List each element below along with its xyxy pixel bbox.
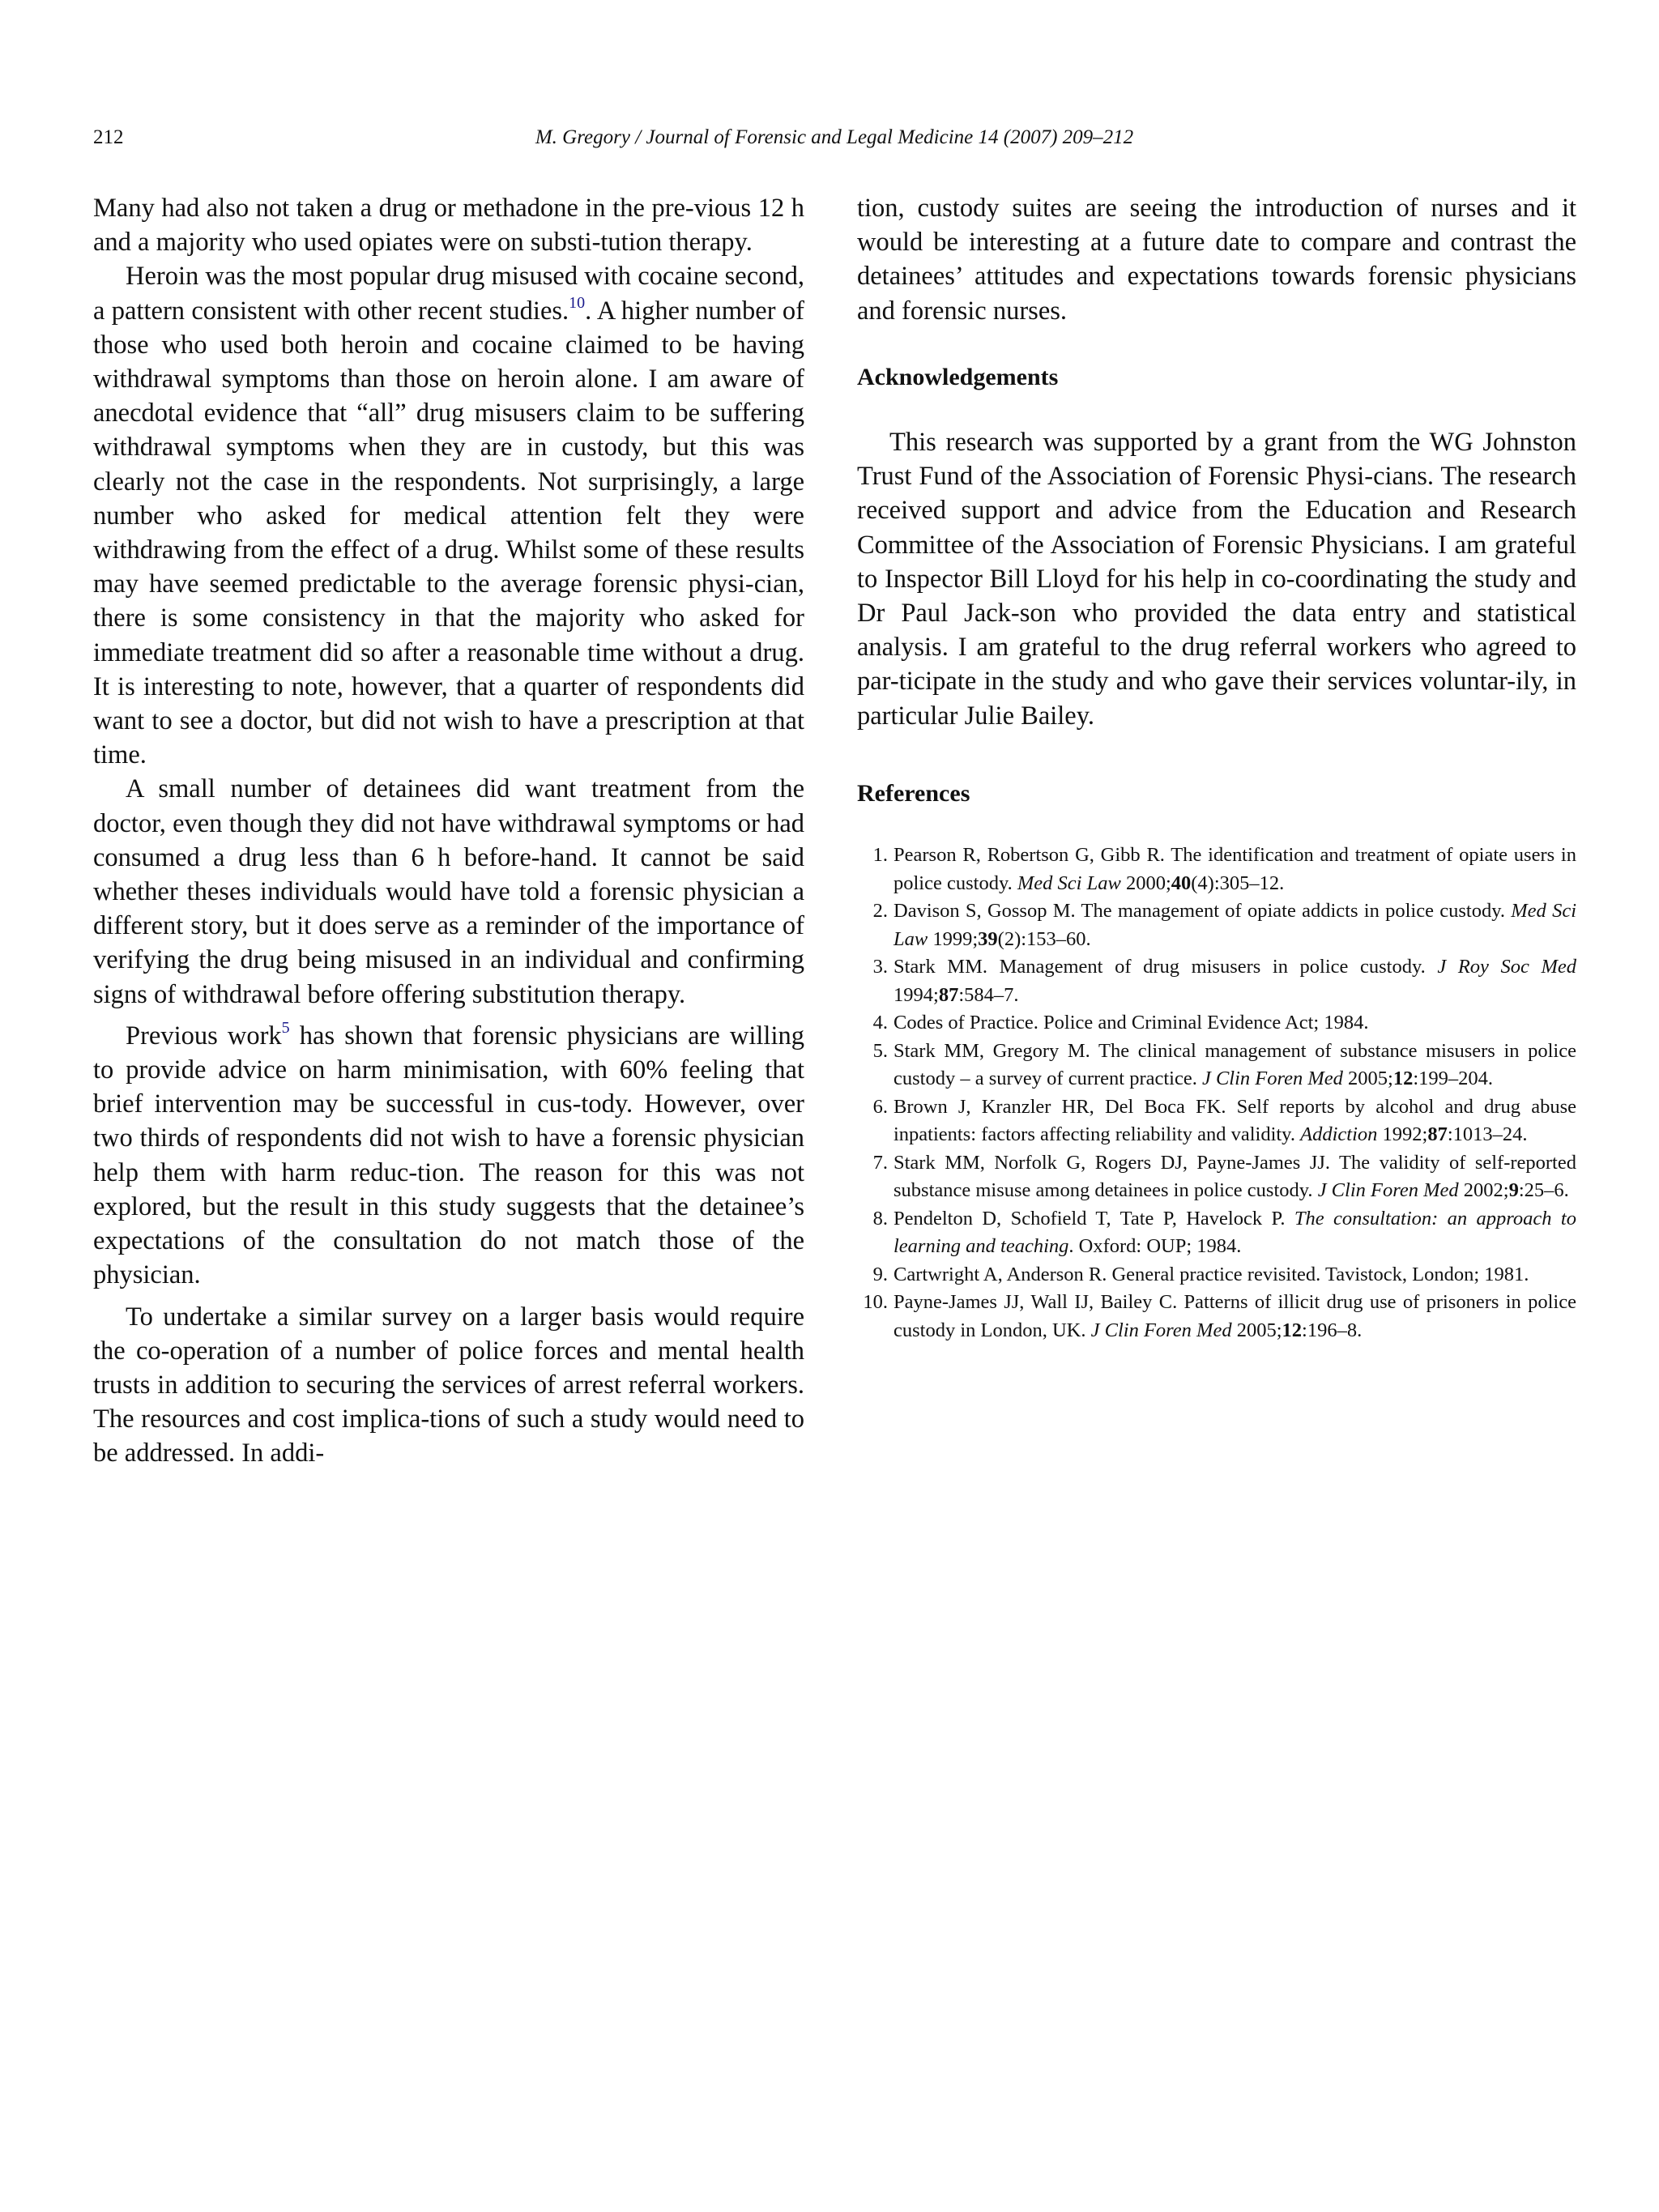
reference-number: 9. xyxy=(872,1263,888,1285)
reference-text: :196–8. xyxy=(1302,1319,1363,1341)
reference-item xyxy=(857,1093,1576,1149)
reference-text: Stark MM, Gregory M. The clinical management of substance misusers in police custody – a survey of current practice. xyxy=(893,1039,1576,1090)
reference-number: 8. xyxy=(872,1207,888,1230)
paragraph-text: Previous work xyxy=(126,1021,282,1051)
reference-text: Stark MM, Norfolk G, Rogers DJ, Payne-James JJ. The validity of self-reported substance misuse among detainees in police custody. xyxy=(893,1151,1576,1202)
paragraph-text: has shown that forensic physicians are willing to provide advice on harm minimisation, with 60% feeling that brief intervention may be successful in cus-tody. However, over two thirds of respondents did not wish to have a forensic physician help them with harm reduc-tion. The reason for this was not explored, but the result in this study suggests that the detainee’s expectations of the consultation do not match those of the physician. xyxy=(93,1021,804,1290)
citation-link[interactable]: 10 xyxy=(569,293,586,312)
reference-text: 2000; xyxy=(1120,872,1171,894)
reference-item xyxy=(857,1205,1576,1261)
reference-number: 5. xyxy=(872,1039,888,1062)
reference-text: :1013–24. xyxy=(1447,1123,1528,1146)
reference-text: Payne-James JJ, Wall IJ, Bailey C. Patterns of illicit drug use of prisoners in police custody in London, UK. xyxy=(893,1291,1576,1341)
reference-text: :25–6. xyxy=(1518,1179,1569,1202)
reference-item xyxy=(857,1261,1576,1289)
reference-volume: 12 xyxy=(1282,1319,1303,1341)
paragraph-text: Heroin was the most popular drug misused with cocaine second, a pattern consistent with other recent studies. xyxy=(93,262,804,326)
reference-text: Codes of Practice. Police and Criminal Evidence Act; 1984. xyxy=(893,1012,1369,1034)
reference-text: Stark MM. Management of drug misusers in police custody. xyxy=(893,956,1438,978)
paragraph-text: . A higher number of those who used both heroin and cocaine claimed to be having withdrawal symptoms than those on heroin alone. I am aware of anecdotal evidence that “all” drug misusers claim to be suffering withdrawal symptoms when they are in custody, but this was clearly not the case in the respondents. Not surprisingly, a large number who asked for medical attention felt they were withdrawing from the effect of a drug. Whilst some of these results may have seemed predictable to the average forensic physi-cian, there is some consistency in that the majority who asked for immediate treatment did so after a reasonable time without a drug. It is interesting to note, however, that a quarter of respondents did want to see a doctor, but did not wish to have a prescription at that time. xyxy=(93,296,804,770)
reference-journal: J Clin Foren Med xyxy=(1201,1068,1343,1090)
page-header xyxy=(93,126,1576,159)
reference-text: . Oxford: OUP; 1984. xyxy=(1068,1235,1242,1258)
acknowledgements-text: This research was supported by a grant from the WG Johnston Trust Fund of the Association of Forensic Physi-cians. The research received support and advice from the Education and Research Committee of the Association of Forensic Physicians. I am grateful to Inspector Bill Lloyd for his help in co-coordinating the study and Dr Paul Jack-son who provided the data entry and statistical analysis. I am grateful to the drug referral workers who agreed to par-ticipate in the study and who gave their services voluntar-ily, in particular Julie Bailey. xyxy=(857,428,1576,731)
citation-link[interactable]: 5 xyxy=(281,1018,290,1037)
reference-volume: 87 xyxy=(1427,1123,1448,1146)
reference-item xyxy=(857,897,1576,953)
paragraph: To undertake a similar survey on a larger basis would require the co-operation of a number of police forces and mental health trusts in addition to securing the services of arrest referral workers. The resources and cost implica-tions of such a study would need to be addressed. In addi- xyxy=(93,1302,804,1468)
paragraph: A small number of detainees did want treatment from the doctor, even though they did not have withdrawal symptoms or had consumed a drug less than 6 h before-hand. It cannot be said whether theses individuals would have told a forensic physician a different story, but it does serve as a reminder of the importance of verifying the drug being misused in an individual and confirming signs of withdrawal before offering substitution therapy. xyxy=(93,774,804,1009)
reference-text: Davison S, Gossop M. The management of opiate addicts in police custody. xyxy=(893,900,1512,923)
reference-volume: 12 xyxy=(1392,1068,1414,1090)
reference-text: Brown J, Kranzler HR, Del Boca FK. Self reports by alcohol and drug abuse inpatients: factors affecting reliability and validity. xyxy=(893,1095,1576,1146)
reference-journal: J Clin Foren Med xyxy=(1090,1319,1232,1341)
reference-text: Pearson R, Robertson G, Gibb R. The identification and treatment of opiate users in police custody. xyxy=(893,844,1576,894)
reference-item xyxy=(857,1009,1576,1038)
reference-volume: 40 xyxy=(1171,872,1192,894)
paragraph: Many had also not taken a drug or methadone in the pre-vious 12 h and a majority who used opiates were on substi-tution therapy. xyxy=(93,194,804,258)
reference-text: 1994; xyxy=(893,983,939,1006)
reference-text: 2005; xyxy=(1231,1319,1282,1341)
reference-text: Cartwright A, Anderson R. General practice revisited. Tavistock, London; 1981. xyxy=(893,1263,1529,1285)
reference-number: 2. xyxy=(872,900,888,923)
reference-number: 3. xyxy=(872,956,888,978)
reference-text: 1992; xyxy=(1377,1123,1428,1146)
reference-journal: The consultation: an approach to learning and teaching xyxy=(893,1207,1576,1258)
reference-text: :199–204. xyxy=(1413,1068,1494,1090)
paragraph xyxy=(93,1019,804,1293)
reference-journal: Med Sci Law xyxy=(893,900,1577,950)
reference-text: 1999; xyxy=(928,927,979,950)
reference-text: Pendelton D, Schofield T, Tate P, Havelock P. xyxy=(893,1207,1294,1230)
reference-item xyxy=(857,953,1576,1009)
paragraph xyxy=(93,259,804,772)
reference-journal: Addiction xyxy=(1300,1123,1378,1146)
reference-number: 4. xyxy=(872,1012,888,1034)
reference-number: 7. xyxy=(872,1151,888,1174)
reference-text: (2):153–60. xyxy=(997,927,1091,950)
reference-number: 6. xyxy=(872,1095,888,1118)
running-head: M. Gregory / Journal of Forensic and Legal Medicine 14 (2007) 209–212 xyxy=(535,126,1134,148)
reference-item xyxy=(857,1289,1576,1345)
right-column xyxy=(857,191,1576,1345)
references-heading: References xyxy=(857,779,970,807)
reference-journal: J Clin Foren Med xyxy=(1317,1179,1459,1202)
reference-journal: Med Sci Law xyxy=(1017,872,1121,894)
reference-text: (4):305–12. xyxy=(1191,872,1285,894)
reference-volume: 87 xyxy=(938,983,959,1006)
reference-item xyxy=(857,842,1576,897)
reference-item xyxy=(857,1038,1576,1093)
reference-text: 2002; xyxy=(1458,1179,1509,1202)
reference-list xyxy=(857,842,1576,1345)
reference-number: 10. xyxy=(863,1291,888,1314)
paragraph: tion, custody suites are seeing the introduction of nurses and it would be interesting at a future date to compare and contrast the detainees’ attitudes and expectations towards forensic physicians and forensic nurses. xyxy=(857,194,1576,326)
reference-journal: J Roy Soc Med xyxy=(1437,956,1577,978)
reference-volume: 39 xyxy=(978,927,998,950)
reference-item xyxy=(857,1149,1576,1205)
page-number: 212 xyxy=(93,126,124,148)
reference-text: 2005; xyxy=(1342,1068,1393,1090)
left-column xyxy=(93,191,804,1471)
reference-number: 1. xyxy=(872,844,888,867)
reference-volume: 9 xyxy=(1508,1179,1519,1202)
acknowledgements-heading: Acknowledgements xyxy=(857,363,1059,390)
reference-text: :584–7. xyxy=(958,983,1019,1006)
